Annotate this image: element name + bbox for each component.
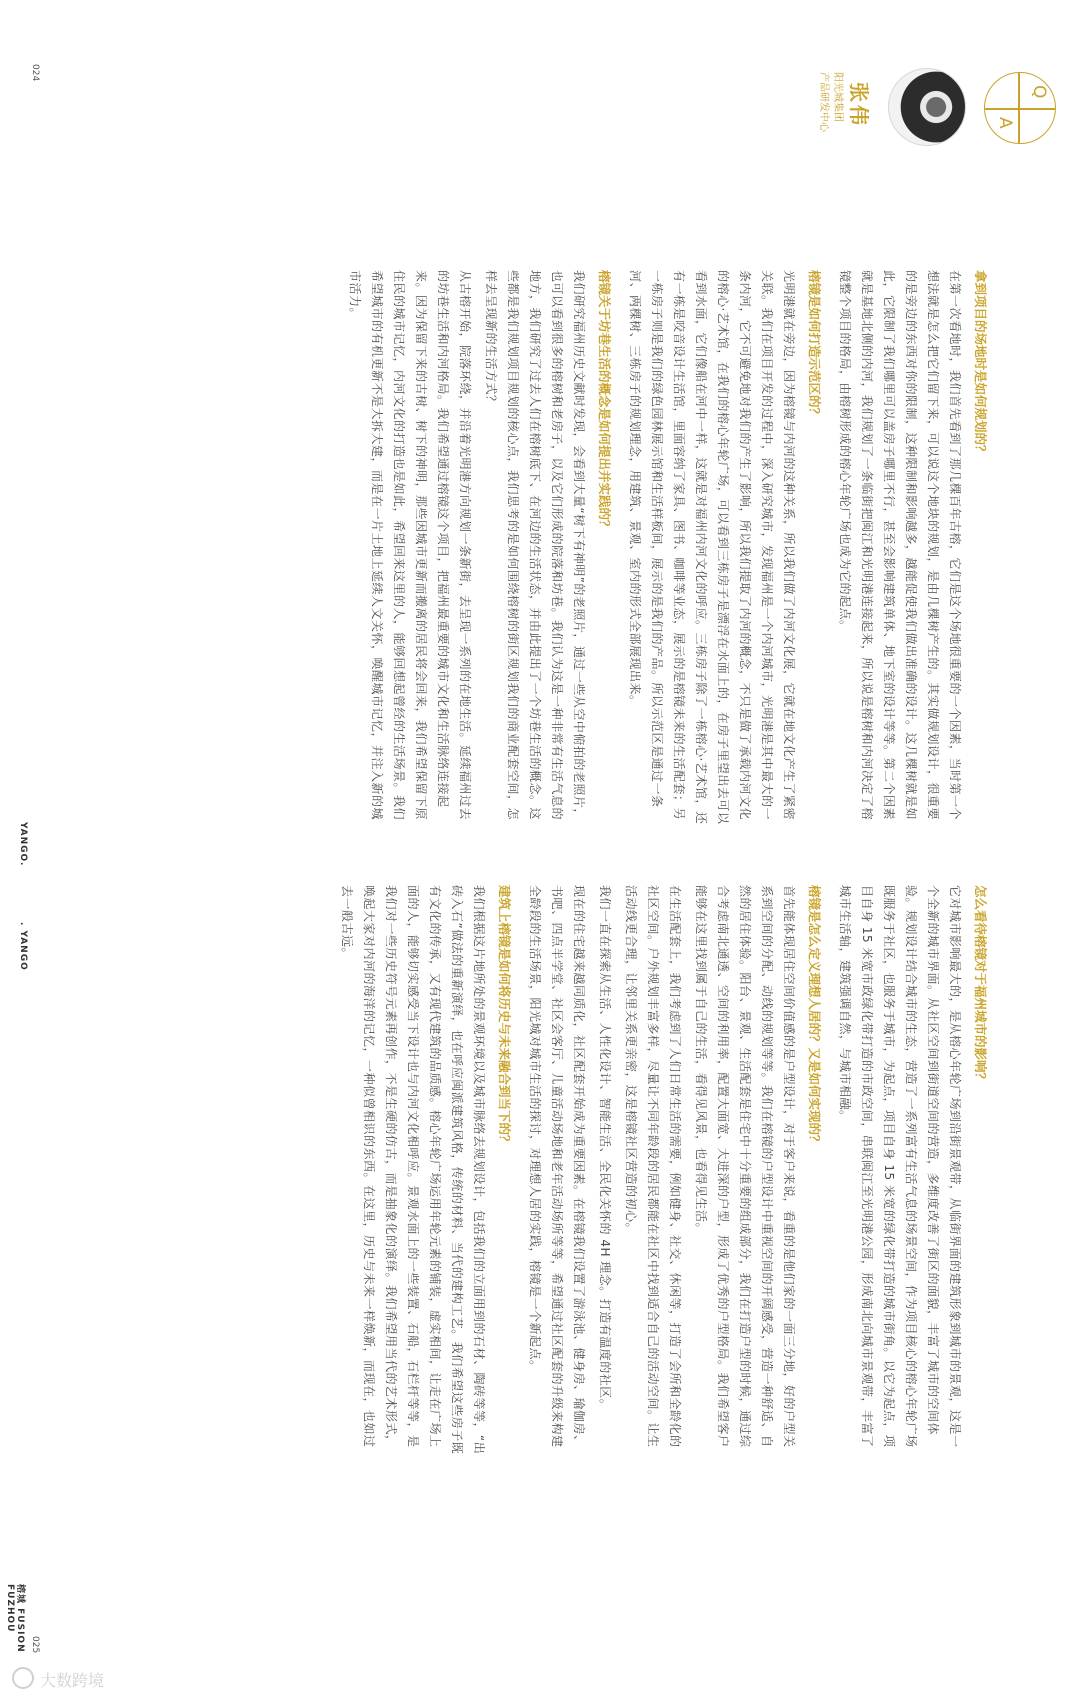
watermark-text: 大数跨境 bbox=[40, 1671, 105, 1690]
answer-paragraph: 我们一直在探索从生活、人性化设计、智能生活、全民化关怀的 4H 理念。打造有温度的社区。 bbox=[598, 885, 612, 1412]
question-heading: 榕镜是怎么定义理想人居的？又是如何实现的？ bbox=[807, 885, 822, 1148]
answer-paragraph: 它对城市影响最大的，是从榕心年轮广场到沿街景观带，从临街界面的建筑形象到城市的景观，这是一个全新的城市界面。从社区空间到街道空间的营造，多维度改善了街区的面貌，丰富了城市的空间体验。规划设计结合城市的生态，营造了一系列富有生活气息的场景空间，作为项目核心的榕心年轮广场既服务于社区，也服务于城市，为起点，项目自身 15 米宽的绿化带打造的城市街角。以它为起点，项目自身 15 米宽市政绿化带打造的市政空间，串联闽江至光明港公园，形成南北向城市景观带，丰富了城市生活轴，建筑强调自然，与城市相融。 bbox=[838, 885, 962, 1448]
question-heading: 榕镜是如何打造示范区的？ bbox=[807, 270, 822, 421]
answer-paragraph: 在生活配套上，我们考虑到了人们日常生活的需要，例如健身、社交、休闲等，打造了会所和全龄化的社区空间。户外规划丰富多样，尽量让不同年龄段的居民都能在社区中找到适合自己的活动空间。让生活动线更合理，让邻里关系更亲密，这是榕镜社区营造的初心。 bbox=[624, 885, 682, 1448]
role-company: 阳光城集团 bbox=[832, 72, 843, 122]
answer-paragraph: 现在的住宅越来越同质化，社区配套开始成为重要因素。在榕镜我们设置了游泳池、健身房、瑜伽房、书吧、四点半学堂、社区会客厅、儿童活动场地和老年活动场所等等，希望通过社区配套的升级来构建全龄段的生活场景，阳光城对城市生活的探讨，对理想人居的实践，榕镜是一个新起点。 bbox=[528, 885, 586, 1448]
watermark-logo-icon bbox=[12, 1667, 34, 1689]
question-heading: 榕镜关于坊巷生活的概念是如何提出并实践的？ bbox=[597, 270, 612, 533]
qa-q-letter: Q bbox=[1029, 85, 1049, 99]
left-page-body bbox=[344, 270, 990, 830]
interviewee-role bbox=[816, 72, 844, 132]
question-heading: 拿到项目的场地时是如何规划的？ bbox=[973, 270, 988, 458]
avatar bbox=[888, 68, 966, 146]
answer-paragraph: 光明港就在旁边，因为榕镜与内河的这种关系，所以我们做了内河文化展，它就在地文化产生了紧密关联。我们在项目开发的过程中，深入研究城市，发现福州是一个内河城市，光明港是其中最大的一条内河，它不可避免地对我们的产生了影响，所以我们提取了内河的概念，不只是做了承载内河文化的榕心·艺术馆，在我们的榕心年轮广场，可以看到三栋房子是漂浮在水面上的，在房子里望出去可以看到水面，它们像船在河中一样，这就是对福州内河文化的呼应。三栋房子除了一栋榕心·艺术馆，还有一栋是咬音设计生活馆，里面容纳了家具、图书、咖啡等业态，展示的是榕镜未来的生活配套；另一栋房子则是我们的绿色园林展示馆和生活样板间，展示的是我们的产品。所以示范区是通过一条河、两棵树、三栋房子的规划理念，用建筑、景观、室内的形式全部展现出来。 bbox=[628, 270, 796, 825]
answer-paragraph: 我们根据这片地所处的景观环境以及城市脉络去规划设计，包括我们的立面用到的石材、陶砖等等，“出砖入石”做法的重新演绎，也在呼应闽派建筑风格，传统的材料、当代的建构工艺。我们希望这些房子既有文化的传承，又有现代建筑的品质感。榕心年轮广场运用年轮元素的铺装，虚实相间，让走在广场上面的人，能够切实感受当下设计也与内河文化相呼应。景观水面上的一些装置、石船，石栏杆等等，是我们对一些历史符号元素再创作，不是生硬的仿古，而是抽象化的演绎。我们希望用当代的艺术形式，唤起大家对内河的海洋的记忆，一种似曾相识的东西。在这里，历史与未来一样焕新，而现在，也如过去一般古远。 bbox=[340, 885, 486, 1455]
answer-paragraph: 从古榕开始，院落环绕，并沿着光明港方向规划一条新街，去呈现一系列的在地生活。延续福州过去的坊巷生活和内河格局。我们希望通过榕镜这个项目，把福州最重要的城市文化和生活脉络连接起来。因为保留下来的古树、树下的神明，那些因城市更新而搬离的居民将会回来，我们希望保留下原住民的城市记忆，内河文化的打造也是如此，希望回来这里的人，能够回想起曾经的生活场景。我们希望城市的有机更新不是大拆大建，而是在一片土地上延续人文关怀，唤醒城市记忆，并注入新的城市活力。 bbox=[348, 270, 472, 821]
page-number-right: 025 bbox=[30, 1636, 40, 1654]
question-heading: 怎么看待榕镜对于福州城市的影响？ bbox=[973, 885, 988, 1086]
question-heading: 建筑上榕镜是如何将历史与未来融合到当下的？ bbox=[497, 885, 512, 1148]
header-left: YANGO. bbox=[18, 822, 28, 867]
header-right: 榕城 FUSION FUZHOU bbox=[5, 1584, 25, 1653]
answer-paragraph: 首先能体现居住空间价值感的是户型设计，对于客户来说，看重的是他们家的一面三分地，好的户型关系到空间的分配、动线的规划等等。我们在榕镜的户型设计中重视空间的开阔感受，营造一种舒适、自然的居住体验。阳台、景观、生活配套是住宅中十分重要的组成部分，我们在打造户型的时候，通过综合考虑南北通透、空间的利用率，配置大面宽、大进深的户型，形成了优秀的户型格局。我们希望客户能够在这里找到属于自己的生活，看得见风景，也看得见生活。 bbox=[694, 885, 796, 1448]
interviewee-name: 张伟 bbox=[847, 82, 871, 128]
qa-icon bbox=[984, 72, 1056, 144]
role-department: 产品研发中心 bbox=[818, 72, 829, 132]
qa-a-letter: A bbox=[995, 117, 1015, 129]
page-number-left: 024 bbox=[30, 64, 40, 82]
answer-paragraph: 我们研究福州历史文献时发现，会看到大量“树下有神明”的老照片，通过一些从空中俯拍的老照片，也可以看到很多的榕树和老房子，以及它们形成的院落和坊巷。我们认为这是一种非常有生活气息的地方，我们研究了过去人们在榕树底下、在河边的生活状态，并由此提出了一个坊巷生活的概念。这些都是我们规划项目规划的核心点，我们思考的是如何围绕榕树的街区规划我们的商业配套空间，怎样去呈现新的生活方式？ bbox=[484, 270, 586, 821]
answer-paragraph: 在第一次看地时，我们首先看到了那几棵百年古榕，它们是这个场地很重要的一个因素，当时第一个想法就是怎么把它们留下来，可以说这个地块的规划，是由几棵树产生的。其实做规划设计，很重要的是旁边的东西对你的限制，这种限制和影响越多，越能促使我们做出准确的设计。这几棵树就是如此，它限制了我们哪里可以盖房子哪里不行，甚至会影响建筑单体、地下室的设计等等。第二个因素就是基地北侧的内河，我们规划了一条临街把闽江和光明港连接起来，所以说是榕树和内河决定了榕镜整个项目的格局，由榕树形成的榕心年轮广场也成为它的起点。 bbox=[838, 270, 962, 821]
header-mid: . YANGO bbox=[18, 922, 28, 971]
right-page-body bbox=[336, 885, 990, 1455]
